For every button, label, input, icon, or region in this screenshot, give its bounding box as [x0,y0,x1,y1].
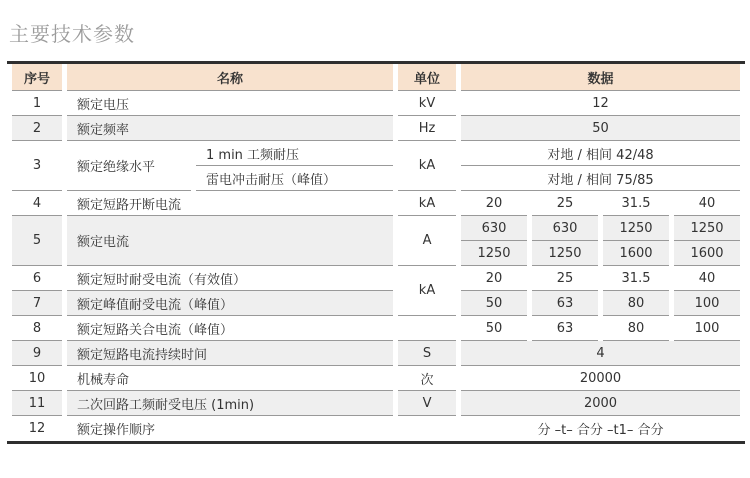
name-cell: 额定短路开断电流 [67,191,393,216]
value-cell: 1250 [603,216,669,241]
table-row-12 [12,416,740,441]
unit-cell [398,316,456,341]
seq-cell: 11 [12,391,62,416]
name-cell: 额定频率 [67,116,393,141]
name-cell: 额定绝缘水平 [67,141,191,191]
table-row-9 [12,341,740,366]
value-cell: 12 [461,91,740,116]
unit-cell: 次 [398,366,456,391]
value-cell: 1250 [674,216,740,241]
value-cell: 20000 [461,366,740,391]
value-cell: 1250 [532,241,598,266]
value-cell: 31.5 [603,191,669,216]
table-row-8 [12,316,740,341]
name-cell: 额定操作顺序 [77,423,156,438]
value-cell: 100 [674,316,740,341]
table-row-4 [12,191,740,216]
value-cell: 1600 [603,241,669,266]
header-data: 数据 [461,64,740,91]
table-row-10 [12,366,740,391]
value-cell: 4 [461,341,740,366]
header-name: 名称 [67,64,393,91]
page-title: 主要技术参数 [9,22,135,46]
value-cell: 80 [603,316,669,341]
name-cell: 额定短路电流持续时间 [67,341,393,366]
unit-cell: kA [398,141,456,191]
value-cell: 2000 [461,391,740,416]
value-cell: 对地 / 相间 42/48 [461,141,740,166]
value-cell: 630 [461,216,527,241]
value-cell: 63 [532,316,598,341]
unit-cell: kA [398,266,456,316]
value-cell: 100 [674,291,740,316]
unit-cell: S [398,341,456,366]
table-row-1 [12,91,740,116]
name-cell: 二次回路工频耐受电压 (1min) [67,391,393,416]
name-cell: 额定电压 [67,91,393,116]
value-cell: 50 [461,116,740,141]
name-cell: 额定短路关合电流（峰值） [67,316,393,341]
value-cell: 50 [461,291,527,316]
header-no: 序号 [12,64,62,91]
value-cell: 80 [603,291,669,316]
seq-cell: 6 [12,266,62,291]
spec-table [7,61,745,444]
seq-cell: 4 [12,191,62,216]
unit-cell: kA [398,191,456,216]
unit-cell [398,416,456,441]
table-row-11 [12,391,740,416]
table-row-3a [12,141,740,166]
value-cell: 40 [674,191,740,216]
value-cell: 分 –t– 合分 –t1– 合分 [537,423,664,438]
name-cell: 额定电流 [67,216,393,266]
header-unit: 单位 [398,64,456,91]
value-cell: 50 [461,316,527,341]
seq-cell: 1 [12,91,62,116]
seq-cell: 2 [12,116,62,141]
value-cell: 40 [674,266,740,291]
seq-cell: 8 [12,316,62,341]
value-cell: 1250 [461,241,527,266]
seq-cell: 9 [12,341,62,366]
value-cell: 对地 / 相间 75/85 [461,166,740,191]
seq-cell: 12 [28,421,46,436]
value-cell: 630 [532,216,598,241]
name-cell: 额定峰值耐受电流（峰值） [67,291,393,316]
unit-cell: Hz [398,116,456,141]
seq-cell: 3 [12,141,62,191]
table-row-6 [12,266,740,291]
value-cell: 1600 [674,241,740,266]
value-cell: 20 [461,266,527,291]
subname-cell: 雷电冲击耐压（峰值） [196,166,393,191]
value-cell: 63 [532,291,598,316]
header-row [12,64,740,91]
unit-cell: kV [398,91,456,116]
value-cell: 25 [532,191,598,216]
value-cell: 20 [461,191,527,216]
table-row-5a [12,216,740,241]
table-row-2 [12,116,740,141]
table-row-7 [12,291,740,316]
subname-cell: 1 min 工频耐压 [196,141,393,166]
seq-cell: 7 [12,291,62,316]
name-cell: 机械寿命 [67,366,393,391]
seq-cell: 5 [12,216,62,266]
value-cell: 25 [532,266,598,291]
value-cell: 31.5 [603,266,669,291]
name-cell: 额定短时耐受电流（有效值） [67,266,393,291]
unit-cell: A [398,216,456,266]
unit-cell: V [398,391,456,416]
seq-cell: 10 [12,366,62,391]
